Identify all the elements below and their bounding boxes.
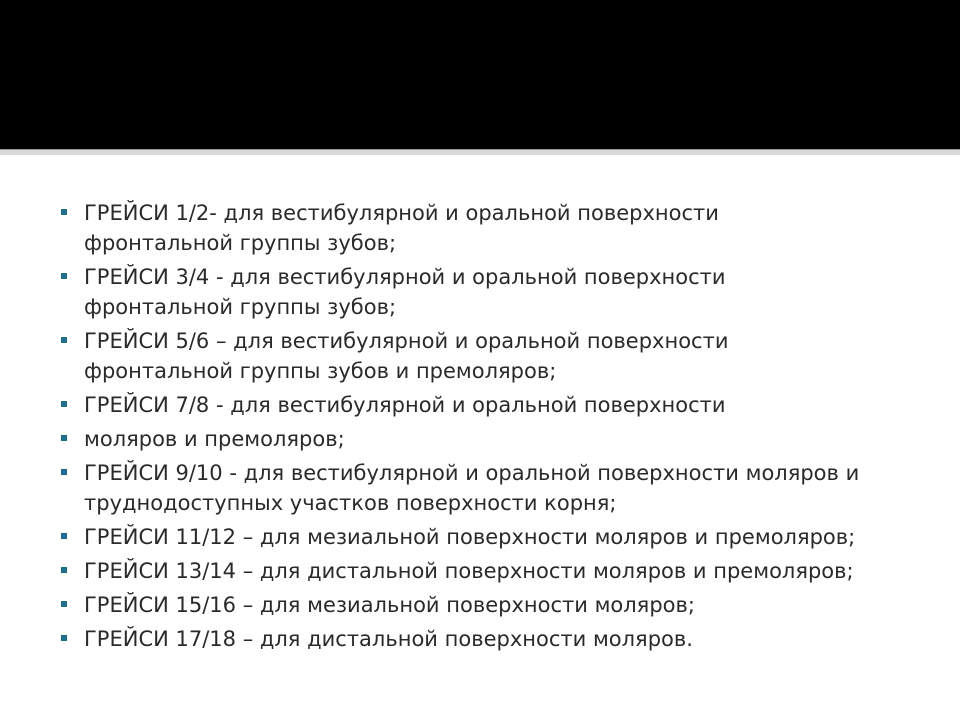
square-bullet-icon <box>61 533 67 539</box>
list-item-line: ГРЕЙСИ 1/2- для вестибулярной и оральной поверхности <box>84 201 719 225</box>
list-item-line: ГРЕЙСИ 7/8 - для вестибулярной и оральной поверхности <box>84 393 726 417</box>
list-item-line: ГРЕЙСИ 3/4 - для вестибулярной и оральной поверхности <box>84 265 726 289</box>
list-item-line: ГРЕЙСИ 15/16 – для мезиальной поверхности моляров; <box>84 593 695 617</box>
list-item-line: ГРЕЙСИ 17/18 – для дистальной поверхности моляров. <box>84 627 693 651</box>
list-item-line: труднодоступных участков поверхности корня; <box>84 491 617 515</box>
list-item <box>60 424 940 454</box>
list-item <box>60 262 940 322</box>
list-item <box>60 624 940 654</box>
list-item-line: ГРЕЙСИ 11/12 – для мезиальной поверхности моляров и премоляров; <box>84 525 856 549</box>
bullet-list <box>60 198 940 654</box>
square-bullet-icon <box>61 273 67 279</box>
list-item <box>60 326 940 386</box>
slide-content <box>60 198 940 658</box>
list-item <box>60 390 940 420</box>
list-item-line: моляров и премоляров; <box>84 427 345 451</box>
list-item <box>60 590 940 620</box>
list-item-line: фронтальной группы зубов и премоляров; <box>84 359 557 383</box>
list-item-line: ГРЕЙСИ 5/6 – для вестибулярной и оральной поверхности <box>84 329 729 353</box>
square-bullet-icon <box>61 567 67 573</box>
list-item <box>60 556 940 586</box>
square-bullet-icon <box>61 209 67 215</box>
list-item-line: фронтальной группы зубов; <box>84 231 397 255</box>
list-item <box>60 458 940 518</box>
square-bullet-icon <box>61 435 67 441</box>
list-item <box>60 198 940 258</box>
list-item-line: ГРЕЙСИ 9/10 - для вестибулярной и оральной поверхности моляров и <box>84 461 860 485</box>
square-bullet-icon <box>61 469 67 475</box>
square-bullet-icon <box>61 635 67 641</box>
square-bullet-icon <box>61 337 67 343</box>
list-item-line: ГРЕЙСИ 13/14 – для дистальной поверхности моляров и премоляров; <box>84 559 854 583</box>
square-bullet-icon <box>61 601 67 607</box>
square-bullet-icon <box>61 401 67 407</box>
list-item <box>60 522 940 552</box>
header-divider <box>0 149 960 155</box>
list-item-line: фронтальной группы зубов; <box>84 295 397 319</box>
title-band <box>0 0 960 149</box>
